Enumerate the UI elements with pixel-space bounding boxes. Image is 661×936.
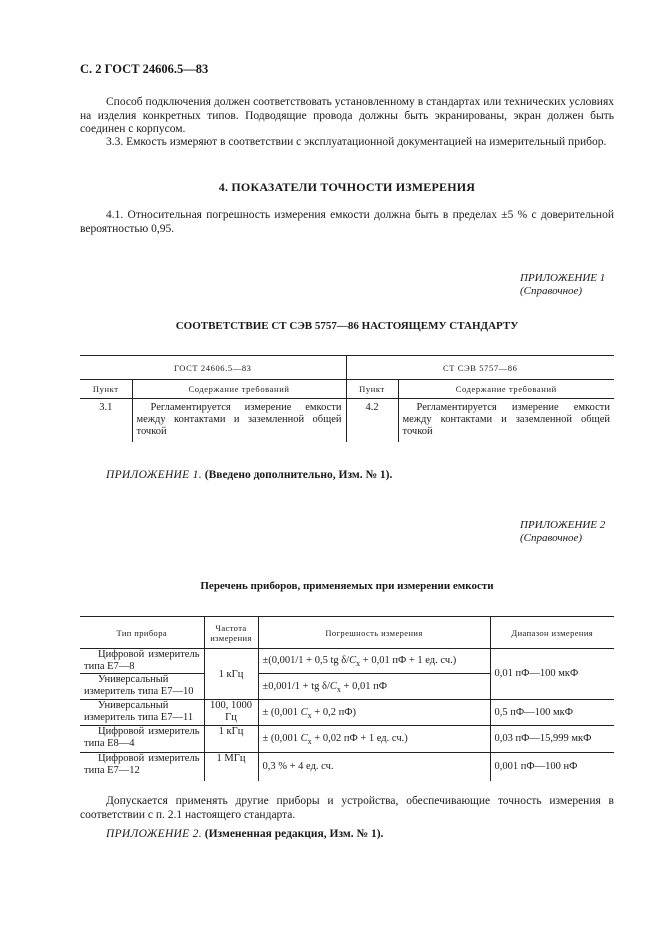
appendix1-note-label: ПРИЛОЖЕНИЕ 1. [106,469,202,481]
conformity-table [80,355,614,442]
table-row [80,399,614,443]
paragraph-connection: Способ подключения должен соответствовать установленному в стандартах или технических условиях на изделия конкретных типов. Подводящие провода должны быть экранированы, экран должен быть соединен с корпусом. [80,96,614,135]
appendix2-note-text: (Измененная редакция, Изм. № 1). [204,828,384,840]
appendix1-note [106,469,392,483]
appendix2-kind: (Справочное) [520,532,583,544]
table-row [80,753,614,781]
conformity-table-group-header [80,356,614,380]
conformity-table-column-header [80,380,614,399]
table-row [80,700,614,726]
instrument-type: Универсальный измеритель типа Е7—11 [80,700,204,726]
instrument-error: 0,3 % + 4 ед. сч. [258,753,490,781]
instruments-table [80,616,614,781]
instrument-range: 0,01 пФ—100 мкФ [490,649,614,700]
instrument-range: 0,5 пФ—100 мкФ [490,700,614,726]
appendix1-label [520,272,620,298]
instrument-type: Универсальный измеритель типа Е7—10 [80,674,204,700]
instrument-freq: 1 МГц [204,753,258,781]
col-content-right: Содержание требований [398,380,614,399]
col-freq: Частота измерения [204,617,258,649]
col-point-left: Пункт [80,380,132,399]
instrument-freq: 1 кГц [204,726,258,753]
section-title: 4. ПОКАЗАТЕЛИ ТОЧНОСТИ ИЗМЕРЕНИЯ [218,180,476,194]
instrument-freq: 100, 1000 Гц [204,700,258,726]
instrument-type: Цифровой измеритель типа Е8—4 [80,726,204,753]
appendix2-label-text: ПРИЛОЖЕНИЕ 2 [520,519,606,531]
instrument-type: Цифровой измеритель типа Е7—8 [80,649,204,674]
instrument-range: 0,03 пФ—15,999 мкФ [490,726,614,753]
appendix2-footer-text: Допускается применять другие приборы и устройства, обеспечивающие точность измерения в соответствии с п. 2.1 настоящего стандарта. [80,795,614,821]
col-content-left: Содержание требований [132,380,346,399]
page-header: С. 2 ГОСТ 24606.5—83 [80,62,209,76]
appendix1-note-text: (Введено дополнительно, Изм. № 1). [204,469,393,481]
col-point-right: Пункт [346,380,398,399]
left-text: Регламентируется измерение емкости между контактами и заземленной общей точкой [132,399,346,443]
paragraph-4-1: 4.1. Относительная погрешность измерения емкости должна быть в пределах ±5 % с доверительной вероятностью 0,95. [80,209,614,235]
col-error: Погрешность измерения [258,617,490,649]
group-gost: ГОСТ 24606.5—83 [80,356,346,380]
appendix2-note [106,828,383,842]
appendix1-title: СООТВЕТСТВИЕ СТ СЭВ 5757—86 НАСТОЯЩЕМУ СТАНДАРТУ [175,320,519,332]
appendix2-label [520,519,620,545]
left-point: 3.1 [99,402,113,413]
col-range: Диапазон измерения [490,617,614,649]
appendix2-note-label: ПРИЛОЖЕНИЕ 2. [106,828,202,840]
instrument-freq: 1 кГц [204,649,258,700]
table-row [80,726,614,753]
instrument-error: ±0,001/1 + tg $\delta/C_x + 0,01$ пФ [258,674,490,700]
group-st-sev: СТ СЭВ 5757—86 [346,356,614,380]
table-row [80,649,614,674]
instrument-type: Цифровой измеритель типа Е7—12 [80,753,204,781]
instrument-error: ± (0,001 $C_x + 0,02$ пФ + 1 ед. сч.) [258,726,490,753]
appendix1-label-text: ПРИЛОЖЕНИЕ 1 [520,272,606,284]
appendix1-kind: (Справочное) [520,285,583,297]
col-type: Тип прибора [80,617,204,649]
right-point: 4.2 [346,399,398,443]
paragraph-3-3: 3.3. Емкость измеряют в соответствии с эксплуатационной документацией на измерительный прибор. [106,136,607,148]
instrument-error: ±(0,001/1 + 0,5 tg $\delta/C_x + 0,01$ пФ + 1 ед. сч.) [258,649,490,674]
instruments-table-header [80,617,614,649]
appendix2-title: Перечень приборов, применяемых при измерении емкости [200,580,494,592]
instrument-error: ± (0,001 $C_x + 0,2$ пФ) [258,700,490,726]
instrument-range: 0,001 пФ—100 нФ [490,753,614,781]
right-text: Регламентируется измерение емкости между контактами и заземленной общей точкой [398,399,614,443]
